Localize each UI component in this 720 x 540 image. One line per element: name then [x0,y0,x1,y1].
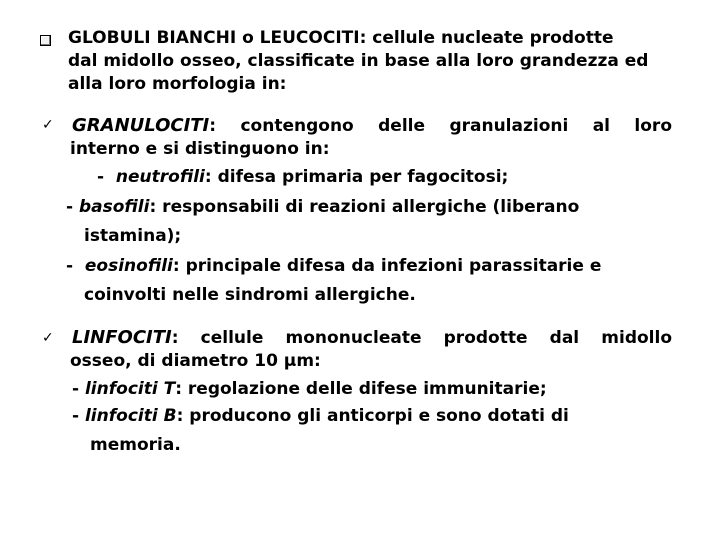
section-linfociti-line-1 [72,326,672,350]
linfociti-t-text: : regolazione delle difese immunitarie; [175,379,547,399]
dash: - [66,197,74,217]
basofili-continuation: istamina); [84,226,182,246]
neutrofili-term: neutrofili [115,167,205,187]
dash: - [72,379,80,399]
linfociti-b-term: linfociti B [84,406,177,426]
granulociti-term: GRANULOCITI [72,115,210,136]
neutrofili-text: : difesa primaria per fagocitosi; [204,167,509,187]
dash: - [97,167,105,187]
granulociti-desc: : contengono delle granulazioni al loro [209,116,672,136]
section-leucociti-line-1: GLOBULI BIANCHI o LEUCOCITI: cellule nucleate prodotte [68,28,614,48]
eosinofili-text: : principale difesa da infezioni parassitarie e [172,256,602,276]
square-bullet-icon [40,35,51,46]
dash: - [66,256,74,276]
eosinofili-term: eosinofili [84,256,173,276]
section-linfociti-line-2: osseo, di diametro 10 µm: [70,351,321,371]
section-granulociti-line-2: interno e si distinguono in: [70,139,330,159]
check-icon: ✓ [42,117,54,133]
linfociti-term: LINFOCITI [72,327,172,348]
list-item-neutrofili [97,166,508,189]
list-item-eosinofili [66,255,601,278]
check-icon: ✓ [42,330,54,346]
list-item-linfociti-t [72,378,547,401]
basofili-term: basofili [78,197,150,217]
linfociti-b-continuation: memoria. [90,435,181,455]
list-item-basofili [66,196,579,219]
linfociti-t-term: linfociti T [84,379,176,399]
basofili-text: : responsabili di reazioni allergiche (liberano [149,197,580,217]
section-leucociti-line-2: dal midollo osseo, classificate in base alla loro grandezza ed [68,51,649,71]
section-granulociti-line-1 [72,114,672,138]
linfociti-b-text: : producono gli anticorpi e sono dotati di [176,406,569,426]
dash: - [72,406,80,426]
eosinofili-continuation: coinvolti nelle sindromi allergiche. [84,285,416,305]
linfociti-desc: : cellule mononucleate prodotte dal midollo [171,328,672,348]
list-item-linfociti-b [72,405,569,428]
section-leucociti-line-3: alla loro morfologia in: [68,74,287,94]
